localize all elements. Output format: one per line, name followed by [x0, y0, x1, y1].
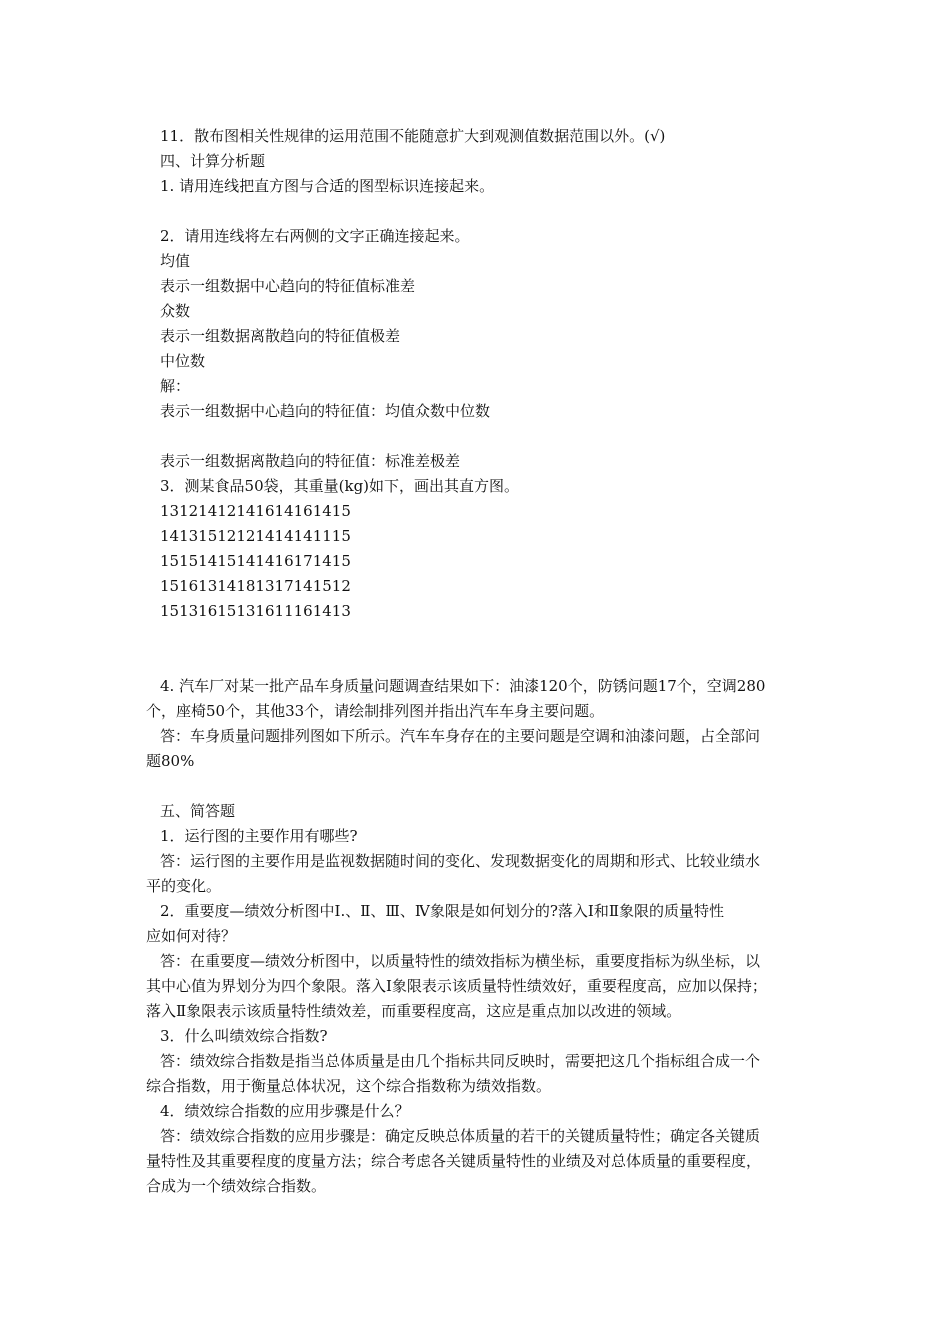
text-line: 1．运行图的主要作用有哪些?: [160, 827, 358, 845]
text-line: 题80%: [146, 752, 195, 770]
document-page: [146, 124, 810, 1199]
text-line: 答：绩效综合指数是指当总体质量是由几个指标共同反映时，需要把这几个指标组合成一个: [160, 1052, 761, 1070]
text-line: 15161314181317141512: [160, 577, 351, 595]
blank-line: [146, 424, 810, 449]
text-line: 其中心值为界划分为四个象限。落入Ⅰ象限表示该质量特性绩效好，重要程度高，应加以保持；: [146, 977, 767, 995]
text-line: 4. 汽车厂对某一批产品车身质量问题调查结果如下：油漆120个，防锈问题17个，空调280: [160, 677, 766, 695]
text-line: 4．绩效综合指数的应用步骤是什么？: [160, 1102, 410, 1120]
text-line: 中位数: [160, 352, 206, 370]
blank-line: [146, 649, 810, 674]
text-line: 均值: [160, 252, 191, 270]
text-line: 2．重要度—绩效分析图中Ⅰ.、Ⅱ、Ⅲ、Ⅳ象限是如何划分的?落入Ⅰ和Ⅱ象限的质量特性: [160, 902, 725, 920]
blank-line: [146, 624, 810, 649]
text-line: 五、简答题: [160, 802, 236, 820]
text-line: 解：: [160, 377, 191, 395]
text-line: 综合指数，用于衡量总体状况，这个综合指数称为绩效指数。: [146, 1077, 552, 1095]
text-line: 14131512121414141115: [160, 527, 351, 545]
text-line: 答：车身质量问题排列图如下所示。汽车车身存在的主要问题是空调和油漆问题，占全部问: [160, 727, 761, 745]
text-line: 3．什么叫绩效综合指数?: [160, 1027, 328, 1045]
text-line: 表示一组数据中心趋向的特征值：均值众数中位数: [160, 402, 491, 420]
text-line: 四、计算分析题: [160, 152, 266, 170]
text-line: 11．散布图相关性规律的运用范围不能随意扩大到观测值数据范围以外。(√): [160, 127, 666, 145]
text-line: 落入Ⅱ象限表示该质量特性绩效差，而重要程度高，这应是重点加以改进的领域。: [146, 1002, 682, 1020]
text-line: 2．请用连线将左右两侧的文字正确连接起来。: [160, 227, 470, 245]
text-line: 答：运行图的主要作用是监视数据随时间的变化、发现数据变化的周期和形式、比较业绩水: [160, 852, 761, 870]
text-line: 13121412141614161415: [160, 502, 351, 520]
text-line: 15151415141416171415: [160, 552, 351, 570]
text-line: 1. 请用连线把直方图与合适的图型标识连接起来。: [160, 177, 495, 195]
blank-line: [146, 774, 810, 799]
text-line: 表示一组数据离散趋向的特征值：标准差极差: [160, 452, 461, 470]
blank-line: [146, 199, 810, 224]
text-line: 平的变化。: [146, 877, 222, 895]
text-line: 个，座椅50个，其他33个，请绘制排列图并指出汽车车身主要问题。: [146, 702, 605, 720]
text-line: 应如何对待？: [146, 927, 237, 945]
text-line: 答：绩效综合指数的应用步骤是：确定反映总体质量的若干的关键质量特性；确定各关键质: [160, 1127, 761, 1145]
text-line: 众数: [160, 302, 191, 320]
text-line: 3．测某食品50袋，其重量(kg)如下，画出其直方图。: [160, 477, 520, 495]
text-line: 量特性及其重要程度的度量方法；综合考虑各关键质量特性的业绩及对总体质量的重要程度，: [146, 1152, 762, 1170]
text-line: 15131615131611161413: [160, 602, 351, 620]
text-line: 合成为一个绩效综合指数。: [146, 1177, 327, 1195]
text-line: 答：在重要度—绩效分析图中，以质量特性的绩效指标为横坐标，重要度指标为纵坐标，以: [160, 952, 761, 970]
text-line: 表示一组数据离散趋向的特征值极差: [160, 327, 401, 345]
text-line: 表示一组数据中心趋向的特征值标准差: [160, 277, 416, 295]
